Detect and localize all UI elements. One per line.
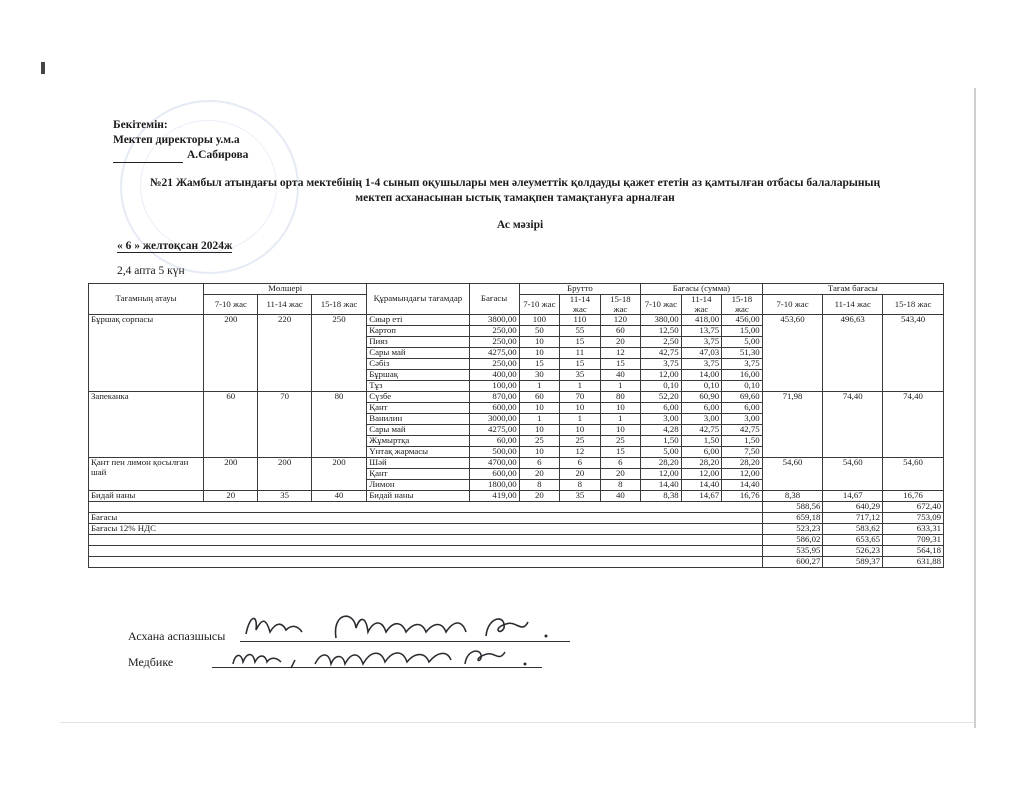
dish-name: Запеканка [89,392,204,458]
ingredient-sum: 456,00 [722,315,763,326]
ingredient-sum: 28,20 [681,458,722,469]
header-age: 15-18 жас [883,295,944,315]
dish-amount: 80 [311,392,366,458]
dish-amount: 200 [204,458,258,491]
ingredient-name: Лимон [367,480,469,491]
approval-line-2: Мектеп директоры у.м.а [113,134,240,146]
ingredient-gross: 60 [600,326,641,337]
scan-mark [41,62,45,74]
menu-date [117,240,232,252]
dish-amount: 220 [258,315,311,392]
ingredient-name: Сары май [367,348,469,359]
ingredient-sum: 4,28 [641,425,682,436]
summary-label [89,546,763,557]
header-age: 7-10 жас [641,295,682,315]
ingredient-price: 600,00 [469,469,519,480]
ingredient-sum: 14,00 [681,370,722,381]
ingredient-gross: 20 [600,469,641,480]
medic-label: Медбике [128,655,174,669]
dish-amount: 200 [258,458,311,491]
dish-total: 54,60 [823,458,883,491]
ingredient-gross: 15 [560,359,601,370]
ingredient-price: 3000,00 [469,414,519,425]
summary-value: 526,23 [823,546,883,557]
summary-value: 588,56 [762,502,823,513]
ingredient-sum: 16,00 [722,370,763,381]
ingredient-sum: 42,75 [641,348,682,359]
ingredient-name: Сүзбе [367,392,469,403]
ingredient-gross: 120 [600,315,641,326]
menu-date-text: « 6 » желтоқсан 2024ж [117,240,233,252]
summary-row [89,524,944,535]
ingredient-name: Бидай наны [367,491,469,502]
ingredient-gross: 1 [600,381,641,392]
ingredient-sum: 6,00 [681,447,722,458]
dish-name: Бидай наны [89,491,204,502]
summary-value: 600,27 [762,557,823,568]
ingredient-sum: 12,50 [641,326,682,337]
summary-label [89,535,763,546]
summary-row [89,513,944,524]
summary-value: 653,65 [823,535,883,546]
ingredient-sum: 0,10 [681,381,722,392]
table-row [89,392,944,403]
summary-value: 583,62 [823,524,883,535]
ingredient-sum: 3,00 [722,414,763,425]
dish-amount: 35 [258,491,311,502]
menu-week: 2,4 апта 5 күн [117,265,185,277]
dish-amount: 70 [258,392,311,458]
summary-value: 586,02 [762,535,823,546]
ingredient-sum: 2,50 [641,337,682,348]
ingredient-gross: 15 [600,447,641,458]
dish-total: 8,38 [762,491,823,502]
ingredient-sum: 14,40 [722,480,763,491]
header-age: 11-14 жас [258,295,311,315]
ingredient-gross: 70 [560,392,601,403]
ingredient-sum: 52,20 [641,392,682,403]
dish-name: Қант пен лимон қосылған шай [89,458,204,491]
ingredient-gross: 15 [560,337,601,348]
ingredient-gross: 35 [560,491,601,502]
header-age: 11-14 жас [823,295,883,315]
ingredient-gross: 10 [560,403,601,414]
summary-row [89,557,944,568]
ingredient-price: 400,00 [469,370,519,381]
ingredient-price: 4275,00 [469,425,519,436]
summary-value: 589,37 [823,557,883,568]
ingredient-gross: 110 [560,315,601,326]
header-age: 15-18 жас [311,295,366,315]
ingredient-sum: 12,00 [641,469,682,480]
summary-row [89,535,944,546]
approval-director-name: А.Сабирова [187,149,249,161]
ingredient-name: Сары май [367,425,469,436]
ingredient-sum: 3,00 [641,414,682,425]
dish-total: 71,98 [762,392,823,458]
header-age: 11-14 жас [560,295,601,315]
ingredient-name: Қант [367,403,469,414]
header-dish: Тағамның атауы [89,284,204,315]
ingredient-sum: 3,75 [722,359,763,370]
page-edge-right [974,88,976,728]
ingredient-gross: 10 [600,403,641,414]
header-age: 7-10 жас [762,295,823,315]
ingredient-name: Ванилин [367,414,469,425]
summary-value: 564,18 [883,546,944,557]
ingredient-gross: 1 [519,381,560,392]
document-title-line-1: №21 Жамбыл атындағы орта мектебінің 1-4 сынып оқушылары мен әлеуметтік қолдауды қажет ететін аз қамтылған отбасы балаларының [149,177,881,189]
summary-value: 640,29 [823,502,883,513]
approval-signature-line [113,150,183,163]
ingredient-price: 100,00 [469,381,519,392]
ingredient-sum: 12,00 [681,469,722,480]
cook-label: Асхана аспазшысы [128,629,226,643]
header-dish-price: Тағам бағасы [762,284,943,295]
ingredient-gross: 11 [560,348,601,359]
summary-value: 535,95 [762,546,823,557]
ingredient-sum: 12,00 [641,370,682,381]
ingredient-gross: 1 [519,414,560,425]
table-row [89,491,944,502]
ingredient-price: 500,00 [469,447,519,458]
ingredient-price: 870,00 [469,392,519,403]
ingredient-sum: 47,03 [681,348,722,359]
table-row [89,458,944,469]
ingredient-sum: 3,75 [681,337,722,348]
ingredient-sum: 13,75 [681,326,722,337]
ingredient-gross: 40 [600,491,641,502]
summary-label: Бағасы [89,513,763,524]
ingredient-gross: 20 [519,491,560,502]
approval-line-3-row [113,148,248,163]
ingredient-sum: 0,10 [641,381,682,392]
ingredient-gross: 60 [519,392,560,403]
dish-amount: 60 [204,392,258,458]
ingredient-gross: 25 [600,436,641,447]
menu-table [88,283,944,568]
approval-line-1: Бекітемін: [113,119,168,131]
ingredient-sum: 14,40 [641,480,682,491]
ingredient-gross: 50 [519,326,560,337]
document-title-line-2: мектеп асханасынан ыстық тамақпен тамақтануға арналған [355,192,675,204]
ingredient-gross: 8 [519,480,560,491]
ingredient-sum: 380,00 [641,315,682,326]
summary-value: 717,12 [823,513,883,524]
summary-value: 523,23 [762,524,823,535]
header-sum: Бағасы (сумма) [641,284,763,295]
ingredient-sum: 28,20 [641,458,682,469]
dish-total: 54,60 [883,458,944,491]
ingredient-gross: 15 [519,359,560,370]
page-edge-bottom [60,722,974,723]
ingredient-price: 250,00 [469,326,519,337]
ingredient-sum: 16,76 [722,491,763,502]
ingredient-sum: 5,00 [641,447,682,458]
ingredient-sum: 1,50 [722,436,763,447]
header-gross: Брутто [519,284,641,295]
ingredient-sum: 3,00 [681,414,722,425]
ingredient-gross: 12 [560,447,601,458]
summary-row [89,546,944,557]
ingredient-gross: 1 [600,414,641,425]
summary-value: 631,88 [883,557,944,568]
ingredient-price: 4275,00 [469,348,519,359]
summary-value: 709,31 [883,535,944,546]
dish-total: 496,63 [823,315,883,392]
ingredient-price: 4700,00 [469,458,519,469]
ingredient-gross: 80 [600,392,641,403]
ingredient-gross: 10 [519,403,560,414]
ingredient-sum: 42,75 [722,425,763,436]
header-composition: Құрамындағы тағамдар [367,284,469,315]
table-row [89,315,944,326]
ingredient-name: Тұз [367,381,469,392]
ingredient-sum: 3,75 [641,359,682,370]
ingredient-sum: 14,40 [681,480,722,491]
summary-label [89,557,763,568]
medic-signature-text: Нуртасова Г.Г. [225,638,232,639]
dish-name: Бұршақ сорпасы [89,315,204,392]
ingredient-sum: 3,75 [681,359,722,370]
header-price: Бағасы [469,284,519,315]
dish-total: 14,67 [823,491,883,502]
ingredient-sum: 6,00 [641,403,682,414]
ingredient-gross: 15 [600,359,641,370]
dish-amount: 200 [204,315,258,392]
dish-total: 453,60 [762,315,823,392]
ingredient-gross: 40 [600,370,641,381]
header-age: 15-18 жас [722,295,763,315]
ingredient-gross: 6 [519,458,560,469]
header-age: 11-14 жас [681,295,722,315]
dish-total: 74,40 [823,392,883,458]
ingredient-price: 250,00 [469,359,519,370]
ingredient-gross: 20 [600,337,641,348]
ingredient-gross: 20 [560,469,601,480]
ingredient-price: 60,00 [469,436,519,447]
ingredient-gross: 25 [560,436,601,447]
ingredient-gross: 1 [560,414,601,425]
ingredient-sum: 60,90 [681,392,722,403]
ingredient-gross: 8 [600,480,641,491]
ingredient-gross: 6 [600,458,641,469]
ingredient-sum: 0,10 [722,381,763,392]
ingredient-name: Шәй [367,458,469,469]
ingredient-sum: 51,30 [722,348,763,359]
ingredient-price: 3800,00 [469,315,519,326]
dish-total: 54,60 [762,458,823,491]
ingredient-name: Жұмыртқа [367,436,469,447]
ingredient-sum: 69,60 [722,392,763,403]
header-amount: Мөлшері [204,284,367,295]
cook-signature-text: Жасанова Р.Г. [236,608,242,609]
ingredient-sum: 1,50 [681,436,722,447]
summary-row [89,502,944,513]
ingredient-gross: 55 [560,326,601,337]
summary-value: 659,18 [762,513,823,524]
ingredient-gross: 12 [600,348,641,359]
ingredient-gross: 100 [519,315,560,326]
header-age: 15-18 жас [600,295,641,315]
menu-table-body [89,315,944,568]
dish-total: 74,40 [883,392,944,458]
dish-total: 16,76 [883,491,944,502]
ingredient-name: Үнтақ жармасы [367,447,469,458]
ingredient-sum: 418,00 [681,315,722,326]
ingredient-name: Бұршақ [367,370,469,381]
medic-signature [225,638,555,674]
ingredient-gross: 10 [560,425,601,436]
ingredient-name: Картоп [367,326,469,337]
header-age: 7-10 жас [519,295,560,315]
dish-amount: 20 [204,491,258,502]
ingredient-sum: 42,75 [681,425,722,436]
ingredient-gross: 25 [519,436,560,447]
summary-value: 672,40 [883,502,944,513]
ingredient-name: Сиыр еті [367,315,469,326]
ingredient-gross: 6 [560,458,601,469]
ingredient-gross: 30 [519,370,560,381]
ingredient-price: 1800,00 [469,480,519,491]
ingredient-gross: 10 [519,425,560,436]
approval-block [113,118,248,163]
ingredient-gross: 20 [519,469,560,480]
summary-label: Бағасы 12% НДС [89,524,763,535]
dish-amount: 250 [311,315,366,392]
menu-title: Ас мәзірі [496,219,544,231]
ingredient-gross: 10 [519,348,560,359]
ingredient-sum: 12,00 [722,469,763,480]
ingredient-sum: 1,50 [641,436,682,447]
ingredient-sum: 15,00 [722,326,763,337]
ingredient-gross: 10 [600,425,641,436]
ingredient-sum: 5,00 [722,337,763,348]
summary-value: 753,09 [883,513,944,524]
ingredient-sum: 28,20 [722,458,763,469]
ingredient-price: 250,00 [469,337,519,348]
dish-amount: 40 [311,491,366,502]
summary-label [89,502,763,513]
ingredient-gross: 10 [519,337,560,348]
ingredient-sum: 6,00 [681,403,722,414]
ingredient-sum: 6,00 [722,403,763,414]
ingredient-name: Қант [367,469,469,480]
ingredient-sum: 8,38 [641,491,682,502]
ingredient-sum: 7,50 [722,447,763,458]
ingredient-gross: 10 [519,447,560,458]
ingredient-gross: 8 [560,480,601,491]
dish-amount: 200 [311,458,366,491]
ingredient-price: 600,00 [469,403,519,414]
ingredient-price: 419,00 [469,491,519,502]
ingredient-name: Сәбіз [367,359,469,370]
dish-total: 543,40 [883,315,944,392]
ingredient-name: Пияз [367,337,469,348]
ingredient-gross: 35 [560,370,601,381]
ingredient-gross: 1 [560,381,601,392]
header-age: 7-10 жас [204,295,258,315]
ingredient-sum: 14,67 [681,491,722,502]
summary-value: 633,31 [883,524,944,535]
